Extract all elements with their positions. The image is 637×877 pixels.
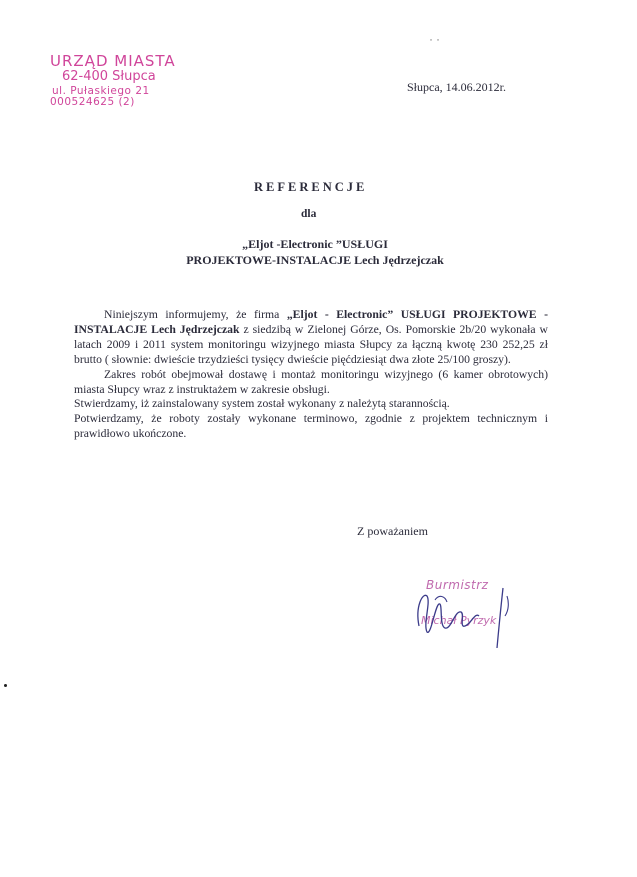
body-paragraph-4: Potwierdzamy, że roboty zostały wykonane terminowo, zgodnie z projektem technicznym i prawidłowo ukończone. — [74, 412, 548, 441]
stamp-line-street: ul. Pułaskiego 21 — [52, 85, 150, 97]
document-title: REFERENCJE — [254, 180, 368, 194]
letter-body — [74, 308, 548, 442]
stamp-line-postcode: 62-400 Słupca — [62, 69, 156, 84]
recipient-company-line2: PROJEKTOWE-INSTALACJE Lech Jędrzejczak — [186, 253, 444, 267]
document-date: Słupca, 14.06.2012r. — [407, 80, 506, 94]
recipient-company-line1: „Eljot -Electronic ”USŁUGI — [242, 237, 388, 251]
body-p1-details: z siedzibą w Zielonej Górze, Os. Pomorskie 2b/20 wykonała w latach 2009 i 2011 system monitoringu wizyjnego miasta Słupcy za łączną kwotę 230 252,25 zł brutto ( słownie: dwieście trzydzieści tysięcy dwieście pięćdziesiąt dwa złote 25/100 groszy). — [74, 322, 548, 366]
signature-role-stamp: Burmistrz — [426, 578, 489, 592]
scan-speck — [4, 684, 7, 687]
stamp-line-number: 000524625 (2) — [50, 96, 135, 108]
body-p1-intro: Niniejszym informujemy, że firma — [104, 308, 287, 321]
signature-name-stamp: Michał Pyrzyk — [421, 614, 497, 627]
body-paragraph-3: Stwierdzamy, iż zainstalowany system został wykonany z należytą starannością. — [74, 397, 450, 411]
handwritten-signature — [405, 566, 525, 666]
body-paragraph-2: Zakres robót obejmował dostawę i montaż monitoringu wizyjnego (6 kamer obrotowych) miasta Słupcy wraz z instruktażem w zakresie obsługi. — [74, 367, 548, 396]
signature-block — [405, 566, 525, 666]
closing-phrase: Z poważaniem — [357, 524, 428, 538]
document-subtitle: dla — [301, 208, 317, 220]
stamp-line-office: URZĄD MIASTA — [50, 52, 176, 70]
header-marks: ˙ ˙ — [429, 36, 440, 50]
body-paragraph-1 — [74, 308, 548, 368]
body-p1-company: „Eljot - Electronic” USŁUGI PROJEKTOWE - INSTALACJE Lech Jędrzejczak — [74, 308, 548, 336]
recipient-company — [120, 236, 510, 268]
